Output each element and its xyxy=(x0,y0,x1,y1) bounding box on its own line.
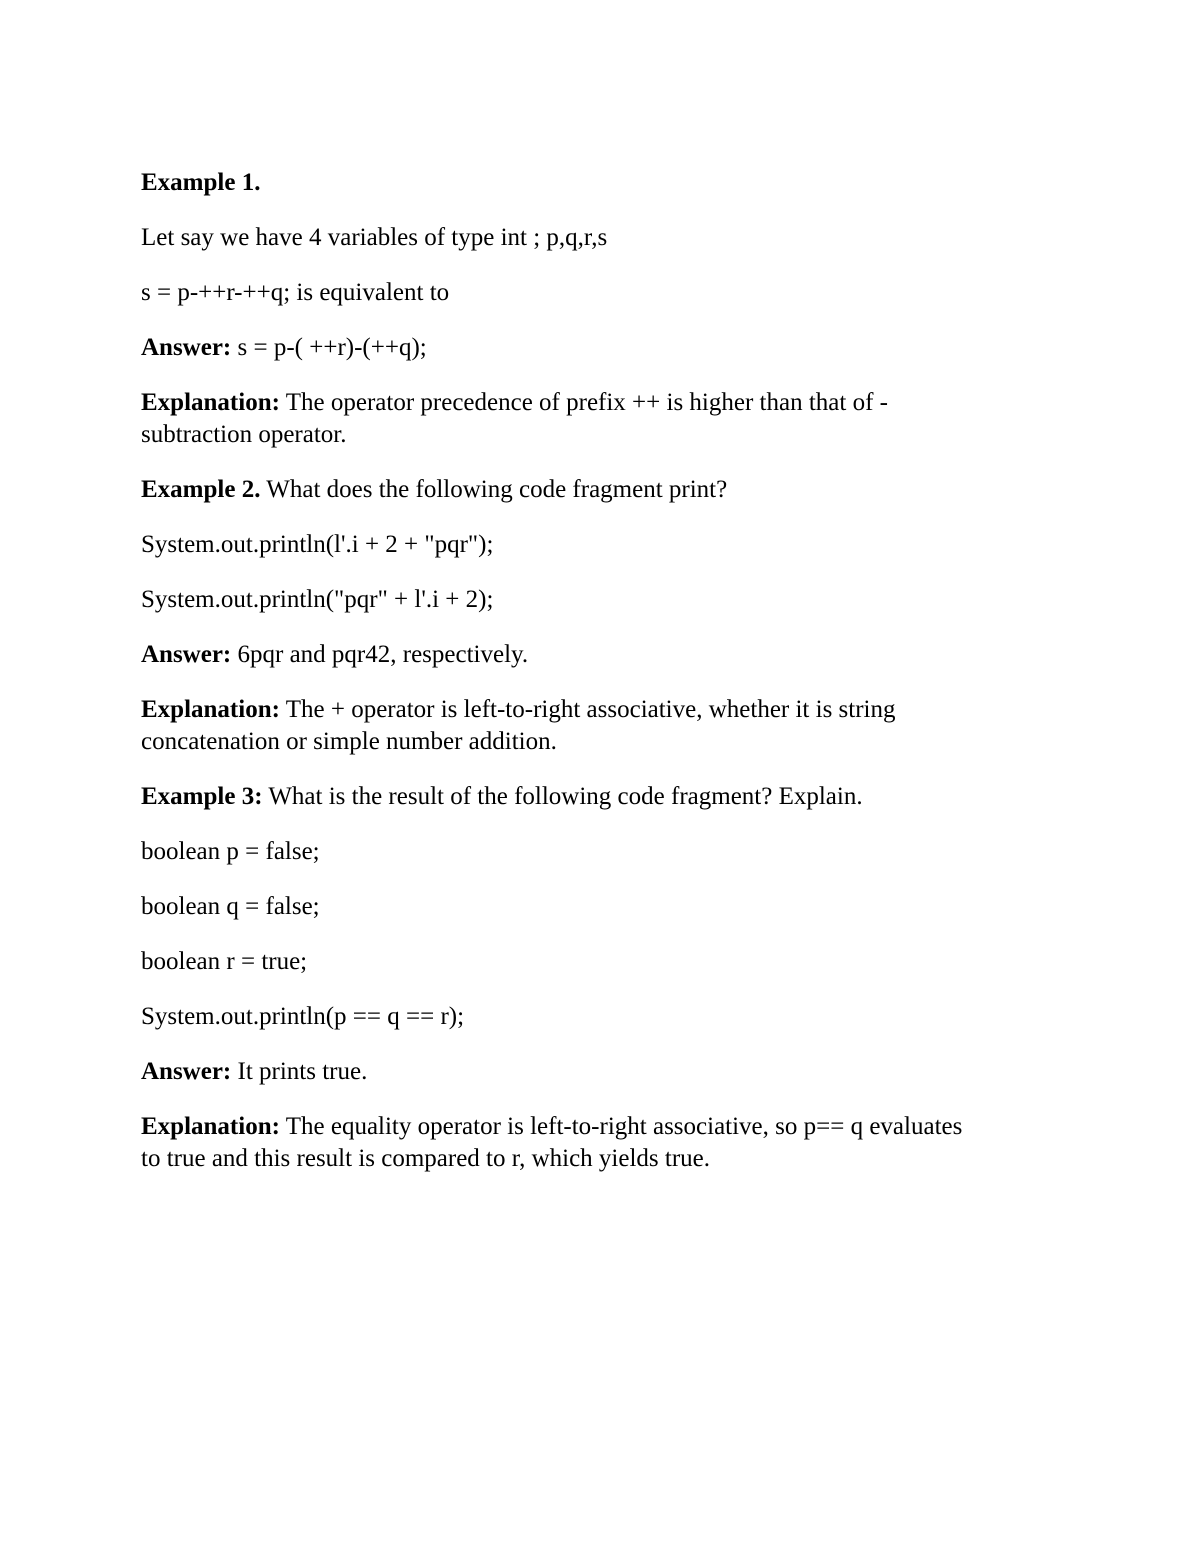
example-3-question: What is the result of the following code fragment? Explain. xyxy=(262,783,863,810)
explanation-text: The + operator is left-to-right associative, whether it is string xyxy=(279,696,896,723)
example-2-code-line-2: System.out.println("pqr" + l'.i + 2); xyxy=(141,586,494,613)
example-2-question: What does the following code fragment print? xyxy=(260,476,728,503)
answer-label: Answer: xyxy=(141,334,232,361)
explanation-label: Explanation: xyxy=(141,1113,280,1140)
example-3-explanation-line-2: to true and this result is compared to r, which yields true. xyxy=(141,1145,711,1172)
example-2-explanation-line-1 xyxy=(141,694,1061,726)
example-3-explanation-line-1 xyxy=(141,1111,1061,1143)
answer-label: Answer: xyxy=(141,1058,232,1085)
answer-text: 6pqr and pqr42, respectively. xyxy=(231,641,529,668)
example-1-statement: s = p-++r-++q; is equivalent to xyxy=(141,279,450,306)
answer-text: It prints true. xyxy=(231,1058,368,1085)
example-3-answer xyxy=(141,1056,1061,1088)
example-2-code-line-1: System.out.println(l'.i + 2 + "pqr"); xyxy=(141,531,494,558)
example-1-heading: Example 1. xyxy=(141,169,261,196)
example-3-code-line-3: boolean r = true; xyxy=(141,948,308,975)
example-3-code-line-4: System.out.println(p == q == r); xyxy=(141,1003,465,1030)
answer-text: s = p-( ++r)-(++q); xyxy=(231,334,427,361)
example-3-code-line-2: boolean q = false; xyxy=(141,893,320,920)
explanation-label: Explanation: xyxy=(141,696,280,723)
explanation-text: The equality operator is left-to-right associative, so p== q evaluates xyxy=(279,1113,963,1140)
example-1-explanation-line-1 xyxy=(141,387,1061,419)
example-2-explanation-line-2: concatenation or simple number addition. xyxy=(141,728,557,755)
example-1-explanation-line-2: subtraction operator. xyxy=(141,421,347,448)
example-3-heading-line xyxy=(141,781,1061,813)
example-1-answer xyxy=(141,332,1061,364)
explanation-text: The operator precedence of prefix ++ is higher than that of - xyxy=(279,389,888,416)
example-2-heading: Example 2. xyxy=(141,476,261,503)
example-1-intro: Let say we have 4 variables of type int ; p,q,r,s xyxy=(141,224,608,251)
example-2-heading-line xyxy=(141,474,1061,506)
example-3-code-line-1: boolean p = false; xyxy=(141,838,320,865)
example-3-heading: Example 3: xyxy=(141,783,263,810)
answer-label: Answer: xyxy=(141,641,232,668)
example-2-answer xyxy=(141,639,1061,671)
explanation-label: Explanation: xyxy=(141,389,280,416)
